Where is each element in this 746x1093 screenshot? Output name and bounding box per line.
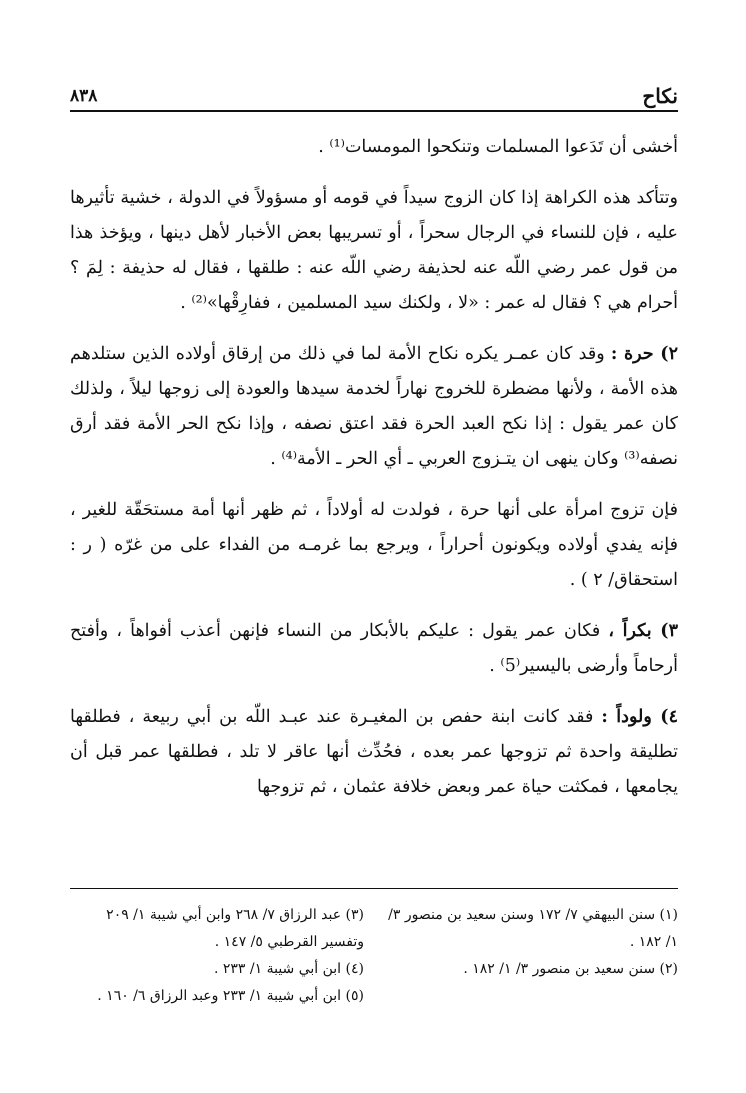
paragraph-lead: ٢) حرة :	[610, 344, 678, 364]
paragraph-text: وتتأكد هذه الكراهة إذا كان الزوج سيداً في قومه أو مسؤولاً في الدولة ، خشية تأثيرها عليه ، فإن للنساء في الرجال سحراً ، أو تسريبها بعض الأخبار لأهل دينها ، ويؤخذ هذا من قول عمر رضي اللّه عنه لحذيفة رضي اللّه عنه : طلقها ، فقال له حذيفة : لِمَ ؟ أحرام هي ؟ فقال له عمر : «لا ، ولكنك سيد المسلمين ، ففارِقْها»⁽²⁾ .	[70, 188, 678, 313]
paragraph-text: فقد كانت ابنة حفص بن المغيـرة عند عبـد اللّه بن أبي ربيعة ، فطلقها تطليقة واحدة ثم تزوجها عمر بعده ، فحُدِّث أنها عاقر لا تلد ، فطلقها عمر قبل أن يجامعها ، فمكثت حياة عمر وبعض خلافة عثمان ، ثم تزوجها	[70, 707, 678, 797]
footnote: (٣) عبد الرزاق ٧/ ٢٦٨ وابن أبي شيبة ١/ ٢٠٩ وتفسير القرطبي ٥/ ١٤٧ .	[106, 907, 364, 950]
paragraph	[70, 700, 678, 805]
paragraph	[70, 130, 678, 165]
main-text	[70, 130, 678, 821]
header-divider	[70, 110, 678, 112]
footnote: (٢) سنن سعيد بن منصور ٣/ ١/ ١٨٢ .	[463, 961, 678, 977]
footnote-column-right	[384, 902, 678, 983]
paragraph	[70, 337, 678, 477]
paragraph-text: وقد كان عمـر يكره نكاح الأمة لما في ذلك من إرقاق أولاده الذين ستلدهم هذه الأمة ، ولأنها مضطرة للخروج نهاراً لخدمة سيدها والعودة إلى زوجها ليلاً ، ولذلك كان عمر يقول : إذا نكح العبد الحرة فقد اعتق نصفه ، وإذا نكح الحر الأمة فقد أرق نصفه⁽³⁾ وكان ينهى ان يتـزوج العربي ـ أي الحر ـ الأمة⁽⁴⁾ .	[70, 344, 678, 469]
footnote-column-left	[70, 902, 364, 1010]
footnote-divider	[70, 888, 678, 889]
paragraph-lead: ٤) ولوداً :	[601, 707, 678, 727]
paragraph	[70, 493, 678, 598]
paragraph-text: أخشى أن تَدَعوا المسلمات وتنكحوا المومسات⁽¹⁾ .	[318, 137, 678, 157]
paragraph	[70, 181, 678, 321]
paragraph-text: فكان عمر يقول : عليكم بالأبكار من النساء فإنهن أعذب أفواهاً ، وأفتح أرحاماً وأرضى باليسير⁽5⁾ .	[70, 621, 678, 676]
header-title: نكاح	[642, 84, 678, 108]
paragraph	[70, 614, 678, 684]
footnote: (٥) ابن أبي شيبة ١/ ٢٣٣ وعبد الرزاق ٦/ ١٦٠ .	[97, 988, 364, 1004]
footnote: (٤) ابن أبي شيبة ١/ ٢٣٣ .	[213, 961, 364, 977]
page-number: ٨٣٨	[70, 86, 98, 106]
paragraph-lead: ٣) بكراً ،	[608, 621, 678, 641]
paragraph-text: فإن تزوج امرأة على أنها حرة ، فولدت له أولاداً ، ثم ظهر أنها أمة مستحَقّة للغير ، فإنه يفدي أولاده ويكونون أحراراً ، ويرجع بما غرمـه من الفداء على من غرّه ( ر : استحقاق/ ٢ ) .	[70, 500, 678, 590]
footnote: (١) سنن البيهقي ٧/ ١٧٢ وسنن سعيد بن منصور ٣/ ١/ ١٨٢ .	[388, 907, 678, 950]
